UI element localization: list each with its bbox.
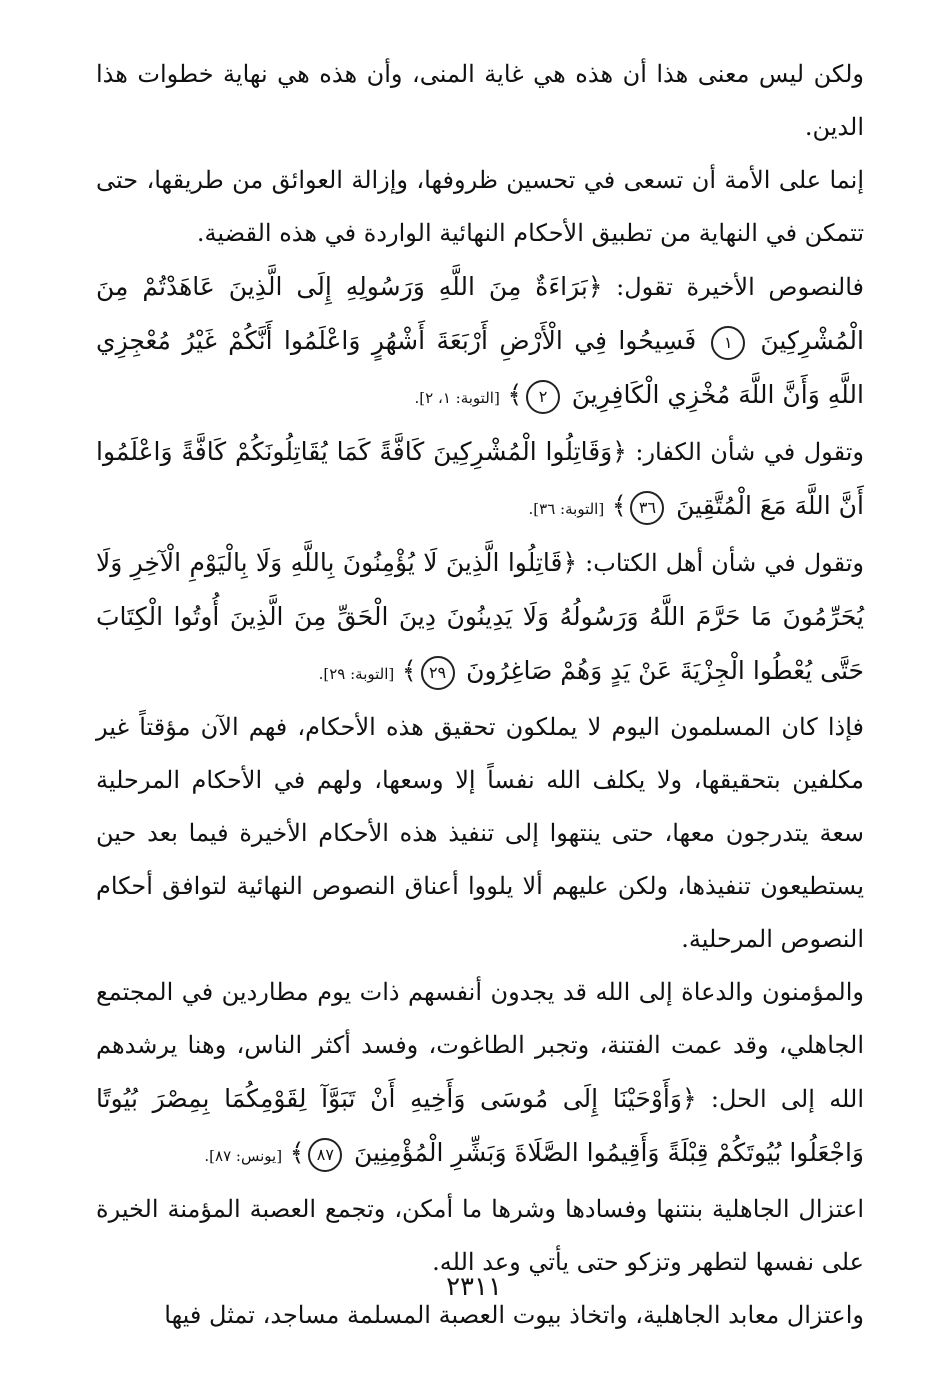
- quran-verse-tawbah-36: ﴿وَقَاتِلُوا الْمُشْرِكِينَ كَافَّةً كَمَا يُقَاتِلُونَكُمْ كَافَّةً وَاعْلَمُوا أَنَّ اللَّهَ مَعَ الْمُتَّقِينَ: [96, 437, 864, 520]
- paragraph-3-intro: فالنصوص الأخيرة تقول:: [616, 273, 864, 301]
- paragraph-7: [96, 966, 864, 1183]
- ayah-number-marker: ١: [711, 326, 745, 360]
- paragraph-2: إنما على الأمة أن تسعى في تحسين ظروفها، وإزالة العوائق من طريقها، حتى تتمكن في النهاية من تطبيق الأحكام النهائية الواردة في هذه القضية.: [96, 166, 864, 247]
- ayah-number-marker: ٢: [526, 380, 560, 414]
- paragraph-7-intro: والمؤمنون والدعاة إلى الله قد يجدون أنفسهم ذات يوم مطاردين في المجتمع الجاهلي، وقد عمت الفتنة، وتجبر الطاغوت، وفسد أكثر الناس، وهنا يرشدهم الله إلى الحل:: [96, 978, 864, 1113]
- quran-verse-tawbah-29: ﴿قَاتِلُوا الَّذِينَ لَا يُؤْمِنُونَ بِاللَّهِ وَلَا بِالْيَوْمِ الْآخِرِ وَلَا يُحَرِّمُونَ مَا حَرَّمَ اللَّهُ وَرَسُولُهُ وَلَا يَدِينُونَ دِينَ الْحَقِّ مِنَ الَّذِينَ أُوتُوا الْكِتَابَ حَتَّى يُعْطُوا الْجِزْيَةَ عَنْ يَدٍ وَهُمْ صَاغِرُونَ: [96, 548, 864, 685]
- paragraph-4: [96, 425, 864, 536]
- paragraph-5-intro: وتقول في شأن أهل الكتاب:: [585, 549, 864, 577]
- quran-verse-yunus-87: ﴿وَأَوْحَيْنَا إِلَى مُوسَى وَأَخِيهِ أَنْ تَبَوَّآ لِقَوْمِكُمَا بِمِصْرَ بُيُوتًا وَاجْعَلُوا بُيُوتَكُمْ قِبْلَةً وَأَقِيمُوا الصَّلَاةَ وَبَشِّرِ الْمُؤْمِنِينَ: [96, 1084, 864, 1167]
- verse-close-bracket: ﴾: [507, 380, 523, 409]
- paragraph-9: واعتزال معابد الجاهلية، واتخاذ بيوت العصبة المسلمة مساجد، تمثل فيها: [164, 1301, 864, 1329]
- page-body: [96, 48, 864, 1342]
- ayah-number-marker: ٨٧: [308, 1138, 342, 1172]
- paragraph-8: اعتزال الجاهلية بنتنها وفسادها وشرها ما أمكن، وتجمع العصبة المؤمنة الخيرة على نفسها لتطهر وتزكو حتى يأتي وعد الله.: [96, 1195, 864, 1276]
- verse-close-bracket: ﴾: [401, 656, 417, 685]
- verse-close-bracket: ﴾: [289, 1138, 305, 1167]
- verse-reference: [التوبة: ١، ٢].: [414, 389, 500, 407]
- paragraph-4-intro: وتقول في شأن الكفار:: [635, 438, 864, 466]
- verse-reference: [يونس: ٨٧].: [204, 1147, 283, 1165]
- paragraph-5: [96, 536, 864, 701]
- paragraph-1: ولكن ليس معنى هذا أن هذه هي غاية المنى، وأن هذه هي نهاية خطوات هذا الدين.: [96, 60, 864, 141]
- page-number: ٢٣١١: [446, 1272, 502, 1302]
- ayah-number-marker: ٢٩: [421, 656, 455, 690]
- verse-reference: [التوبة: ٣٦].: [528, 500, 605, 518]
- ayah-number-marker: ٣٦: [630, 491, 664, 525]
- quran-verse-tawbah-2: فَسِيحُوا فِي الْأَرْضِ أَرْبَعَةَ أَشْهُرٍ وَاعْلَمُوا أَنَّكُمْ غَيْرُ مُعْجِزِي اللَّهِ وَأَنَّ اللَّهَ مُخْزِي الْكَافِرِينَ: [96, 326, 864, 409]
- verse-reference: [التوبة: ٢٩].: [318, 665, 395, 683]
- quran-verse-tawbah-1: ﴿بَرَاءَةٌ مِنَ اللَّهِ وَرَسُولِهِ إِلَى الَّذِينَ عَاهَدْتُمْ مِنَ الْمُشْرِكِينَ: [96, 272, 864, 355]
- paragraph-6: فإذا كان المسلمون اليوم لا يملكون تحقيق هذه الأحكام، فهم الآن مؤقتاً غير مكلفين بتحقيقها، ولا يكلف الله نفساً إلا وسعها، ولهم في الأحكام المرحلية سعة يتدرجون معها، حتى ينتهوا إلى تنفيذ هذه الأحكام الأخيرة فيما بعد حين يستطيعون تنفيذها، ولكن عليهم ألا يلووا أعناق النصوص النهائية لتوافق أحكام النصوص المرحلية.: [96, 713, 864, 953]
- paragraph-3: [96, 260, 864, 425]
- verse-close-bracket: ﴾: [611, 491, 627, 520]
